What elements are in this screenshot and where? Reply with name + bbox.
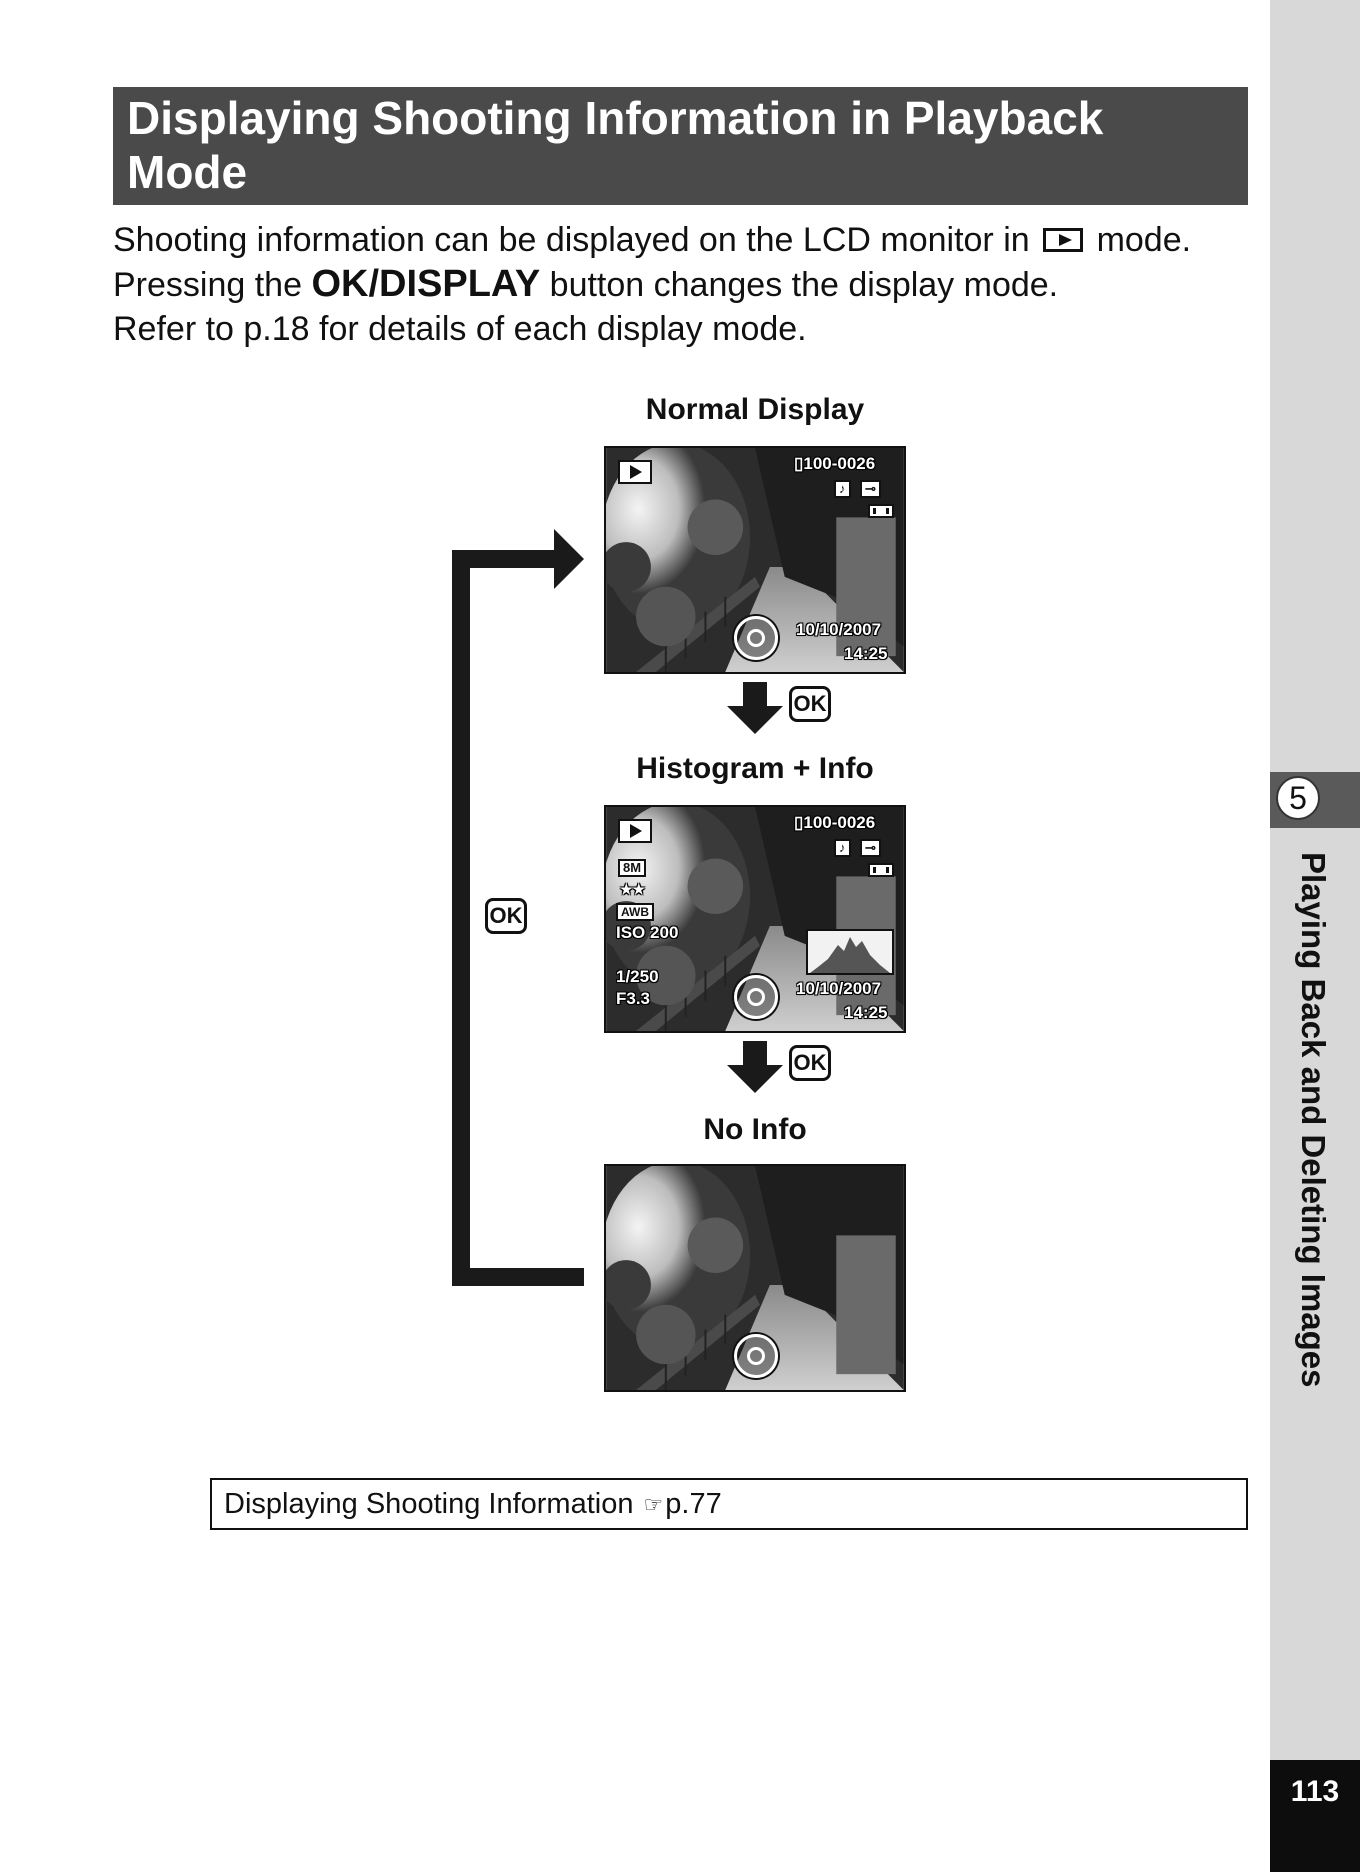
date-label: 10/10/2007 bbox=[796, 979, 882, 998]
lcd-screen-no-info bbox=[604, 1164, 906, 1392]
time-label: 14:25 bbox=[844, 1003, 888, 1022]
battery-icon bbox=[868, 504, 894, 518]
time-label: 14:25 bbox=[844, 644, 888, 663]
file-number-label: ▯100-0026 bbox=[794, 454, 876, 473]
protect-key-icon: ⊸ bbox=[860, 839, 881, 857]
loop-connector-top bbox=[452, 550, 558, 568]
reference-text: Displaying Shooting Information bbox=[224, 1488, 634, 1520]
page-title: Displaying Shooting Information in Playback Mode bbox=[127, 92, 1104, 198]
four-way-controller-icon bbox=[734, 1334, 778, 1378]
title-bar bbox=[113, 87, 1248, 205]
intro-line-3: Refer to p.18 for details of each display mode. bbox=[113, 310, 807, 348]
aperture-label: F3.3 bbox=[616, 989, 651, 1008]
intro-line-1: Shooting information can be displayed on the LCD monitor in mode. bbox=[113, 221, 1192, 259]
date-label: 10/10/2007 bbox=[796, 620, 882, 639]
iso-readout: ISO 200 bbox=[616, 923, 679, 942]
chapter-title: Playing Back and Deleting Images bbox=[1295, 852, 1332, 1388]
quality-stars: ★★ bbox=[620, 881, 646, 897]
ok-button-icon: OK bbox=[485, 898, 527, 934]
white-balance-badge: AWB bbox=[616, 903, 654, 921]
lcd-screen-normal bbox=[604, 446, 906, 674]
loop-connector-vertical bbox=[452, 550, 470, 1286]
protect-key-icon: ⊸ bbox=[860, 480, 881, 498]
pointing-hand-icon: ☞ bbox=[643, 1492, 664, 1517]
four-way-controller-icon bbox=[734, 975, 778, 1019]
ok-display-key-label: OK/DISPLAY bbox=[311, 263, 541, 305]
file-number-label: ▯100-0026 bbox=[794, 813, 876, 832]
intro-text bbox=[113, 218, 1263, 351]
playback-icon bbox=[618, 819, 652, 843]
page-number: 113 bbox=[1270, 1760, 1360, 1872]
mode-label-normal: Normal Display bbox=[645, 393, 865, 426]
ok-button-icon: OK bbox=[789, 686, 831, 722]
right-arrow-icon bbox=[554, 529, 584, 589]
playback-mode-icon bbox=[1043, 228, 1083, 252]
playback-icon bbox=[618, 460, 652, 484]
reference-page: p.77 bbox=[665, 1488, 722, 1520]
voice-memo-icon: ♪ bbox=[834, 480, 851, 498]
chapter-number: 5 bbox=[1276, 776, 1320, 820]
shutter-speed-label: 1/250 bbox=[616, 967, 659, 986]
histogram-graph bbox=[806, 929, 894, 975]
ok-button-icon: OK bbox=[789, 1045, 831, 1081]
lcd-screen-histogram bbox=[604, 805, 906, 1033]
intro-line-2: Pressing the OK/DISPLAY button changes the display mode. bbox=[113, 263, 1059, 305]
mode-label-histogram: Histogram + Info bbox=[636, 752, 874, 785]
down-arrow-icon bbox=[725, 682, 785, 734]
reference-box bbox=[210, 1478, 1248, 1530]
battery-icon bbox=[868, 863, 894, 877]
loop-connector-bottom bbox=[452, 1268, 584, 1286]
resolution-badge: 8M bbox=[618, 859, 646, 877]
down-arrow-icon bbox=[725, 1041, 785, 1093]
mode-label-no-info: No Info bbox=[703, 1113, 807, 1146]
four-way-controller-icon bbox=[734, 616, 778, 660]
voice-memo-icon: ♪ bbox=[834, 839, 851, 857]
histogram-curve bbox=[808, 931, 892, 973]
